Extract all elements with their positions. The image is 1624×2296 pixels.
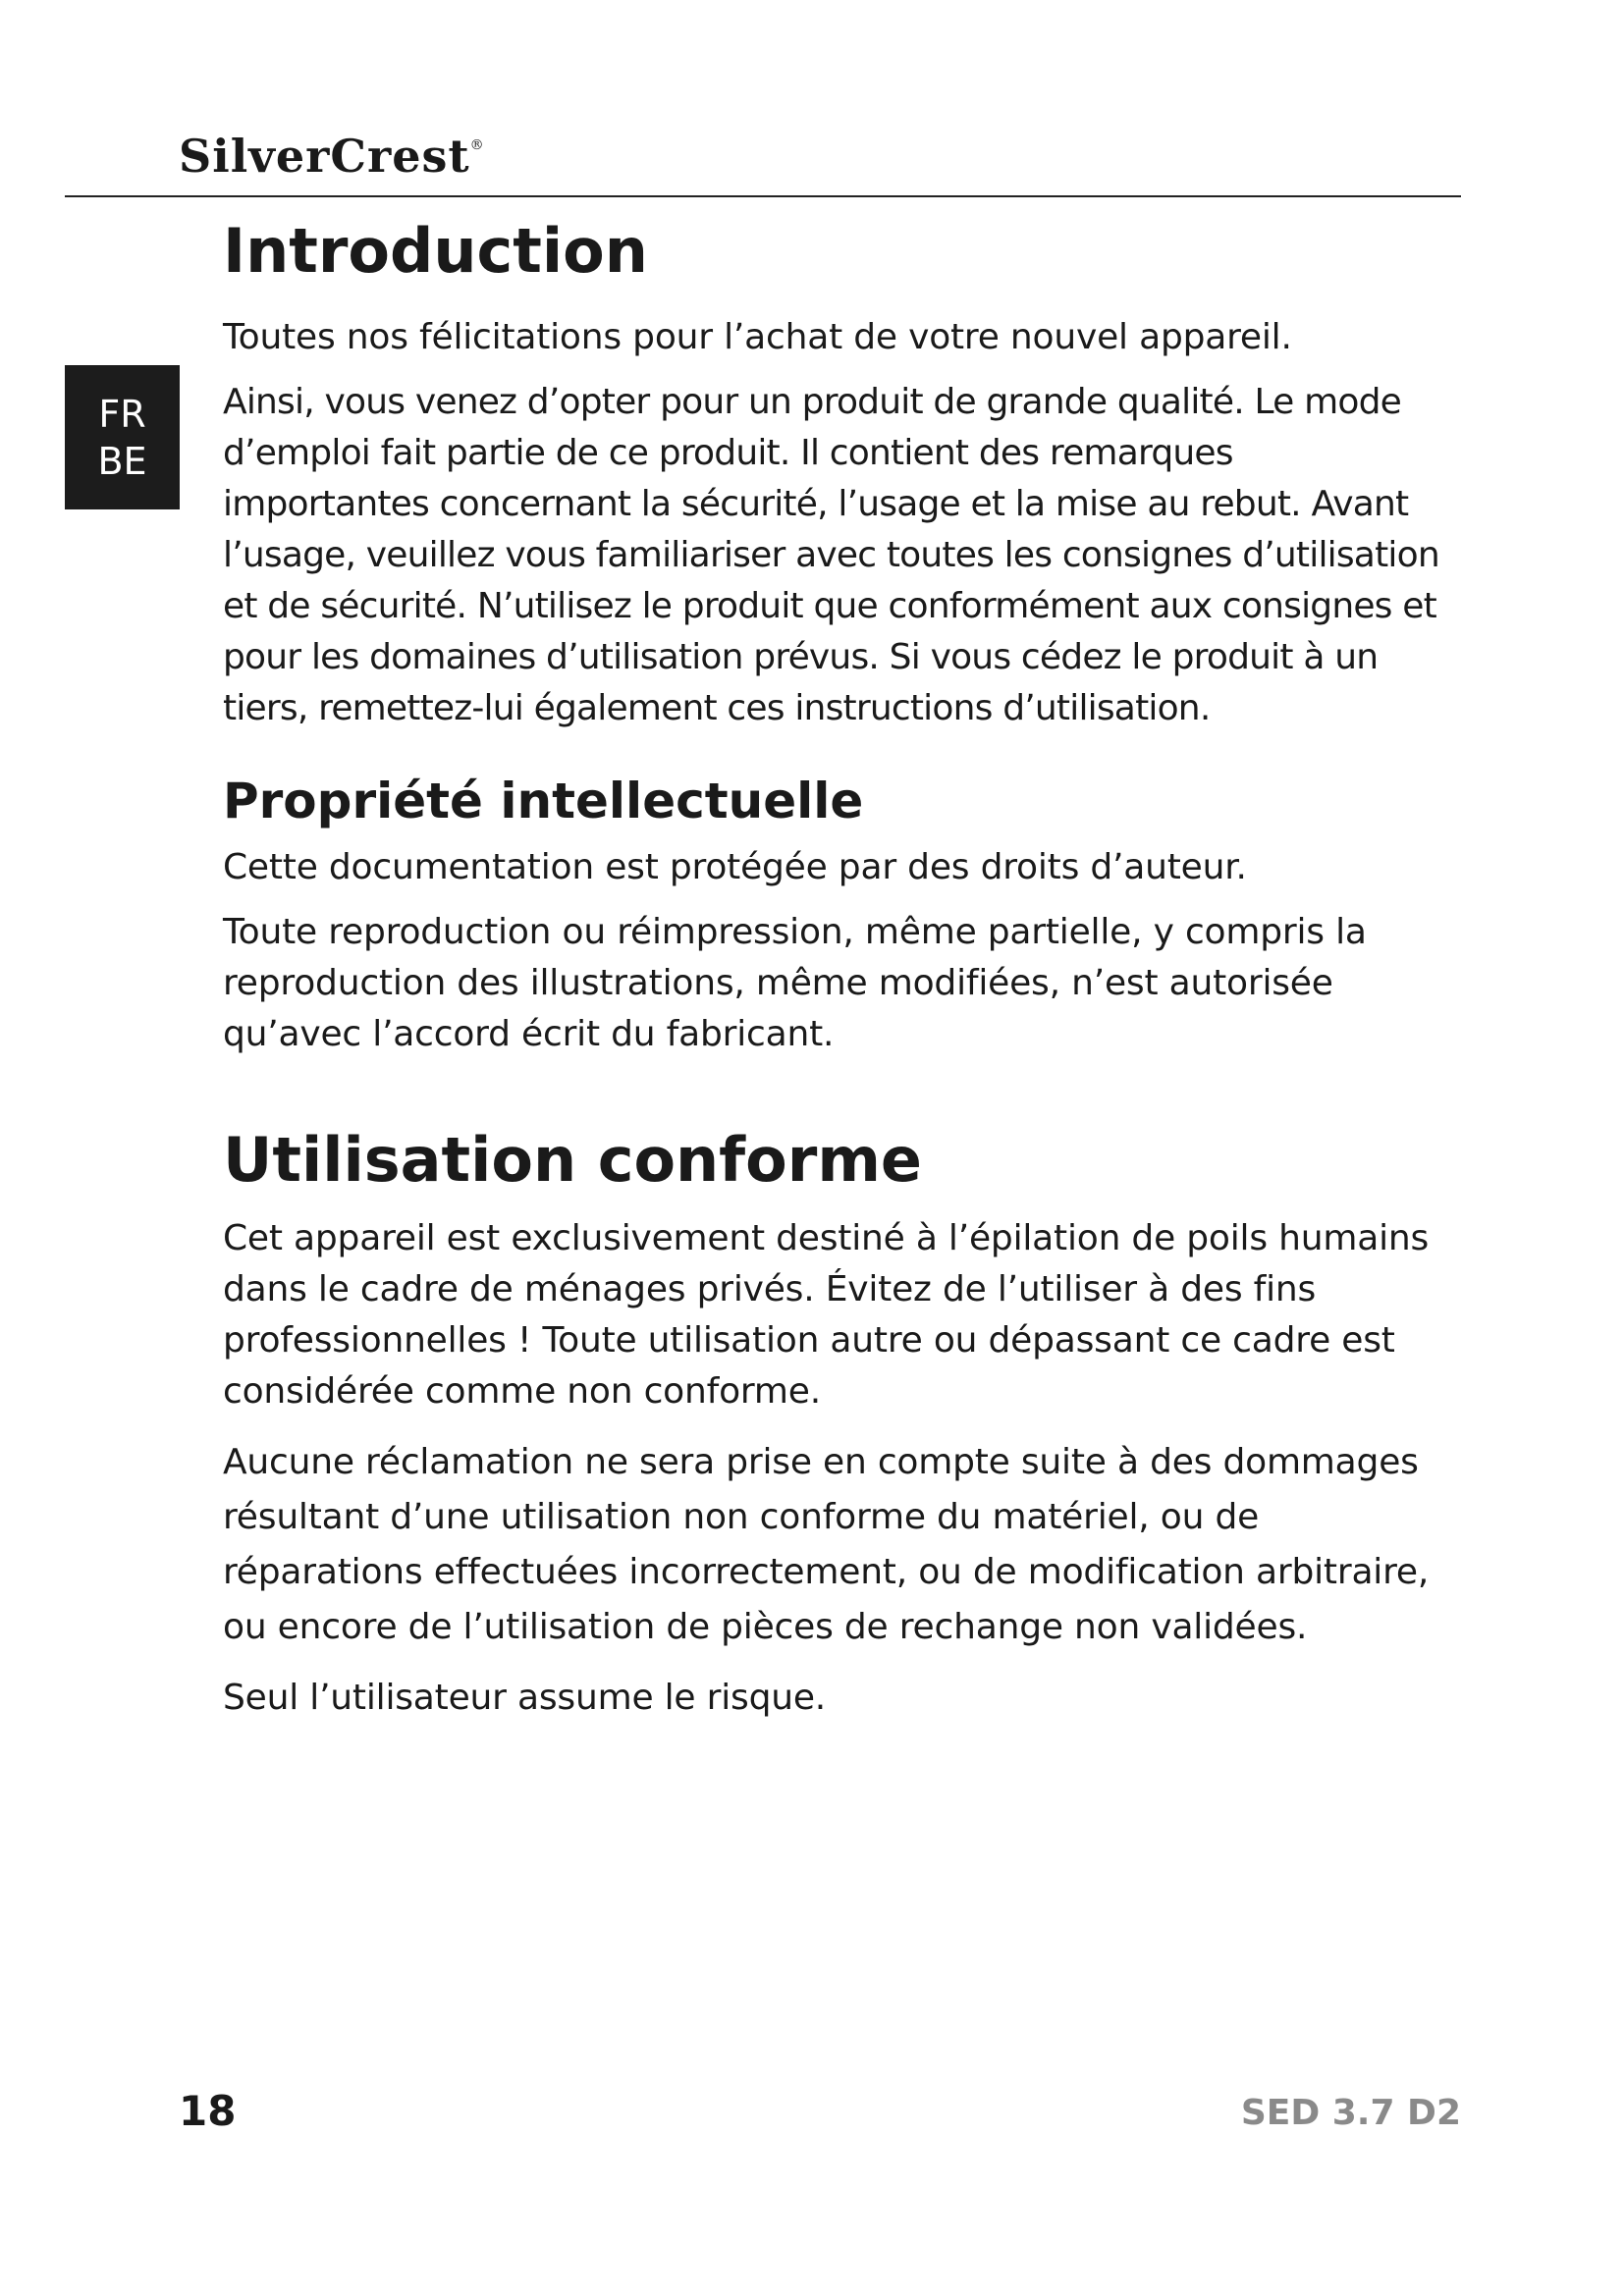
section-introduction <box>223 212 1440 734</box>
brand-registered-mark: ® <box>469 137 485 153</box>
page-content <box>223 212 1440 1724</box>
section-intellectual-property <box>223 770 1440 1060</box>
intro-paragraph-2: Ainsi, vous venez d’opter pour un produit de grande qualité. Le mode d’emploi fait partie de ce produit. Il contient des remarques importantes concernant la sécurité, l’usage et la mise au rebut. Avant l’usage, veuillez vous familiariser avec toutes les consignes d’utilisation et de sécurité. N’utilisez le produit que conformément aux consignes et pour les domaines d’utilisation prévus. Si vous cédez le produit à un tiers, remettez-lui également ces instructions d’utilisation. <box>223 382 1439 728</box>
section-title-intellectual-property: Propriété intellectuelle <box>223 773 864 829</box>
brand-name: SilverCrest <box>179 130 470 183</box>
language-tab <box>65 365 180 509</box>
ip-paragraph-2: Toute reproduction ou réimpression, même partielle, y compris la reproduction des illustrations, même modifiées, n’est autorisée qu’avec l’accord écrit du fabricant. <box>223 912 1367 1054</box>
intro-paragraph-1: Toutes nos félicitations pour l’achat de votre nouvel appareil. <box>223 317 1292 357</box>
use-paragraph-1: Cet appareil est exclusivement destiné à l’épilation de poils humains dans le cadre de ménages privés. Évitez de l’utiliser à des fins professionnelles ! Toute utilisation autre ou dépassant ce cadre est considérée comme non conforme. <box>223 1218 1430 1412</box>
brand-logo <box>179 130 485 183</box>
use-paragraph-2: Aucune réclamation ne sera prise en compte suite à des dommages résultant d’une utilisation non conforme du matériel, ou de réparations effectuées incorrectement, ou de modification arbitraire, ou encore de l’utilisation de pièces de rechange non validées. <box>223 1442 1430 1647</box>
section-intended-use <box>223 1121 1440 1724</box>
header-rule <box>65 195 1461 197</box>
use-paragraph-3: Seul l’utilisateur assume le risque. <box>223 1678 827 1718</box>
section-title-introduction: Introduction <box>223 215 648 287</box>
language-code-be: BE <box>97 439 147 483</box>
ip-paragraph-1: Cette documentation est protégée par des droits d’auteur. <box>223 847 1247 887</box>
page-number: 18 <box>179 2087 237 2135</box>
language-code-fr: FR <box>98 392 146 436</box>
model-number: SED 3.7 D2 <box>1240 2093 1461 2133</box>
section-title-intended-use: Utilisation conforme <box>223 1124 922 1196</box>
